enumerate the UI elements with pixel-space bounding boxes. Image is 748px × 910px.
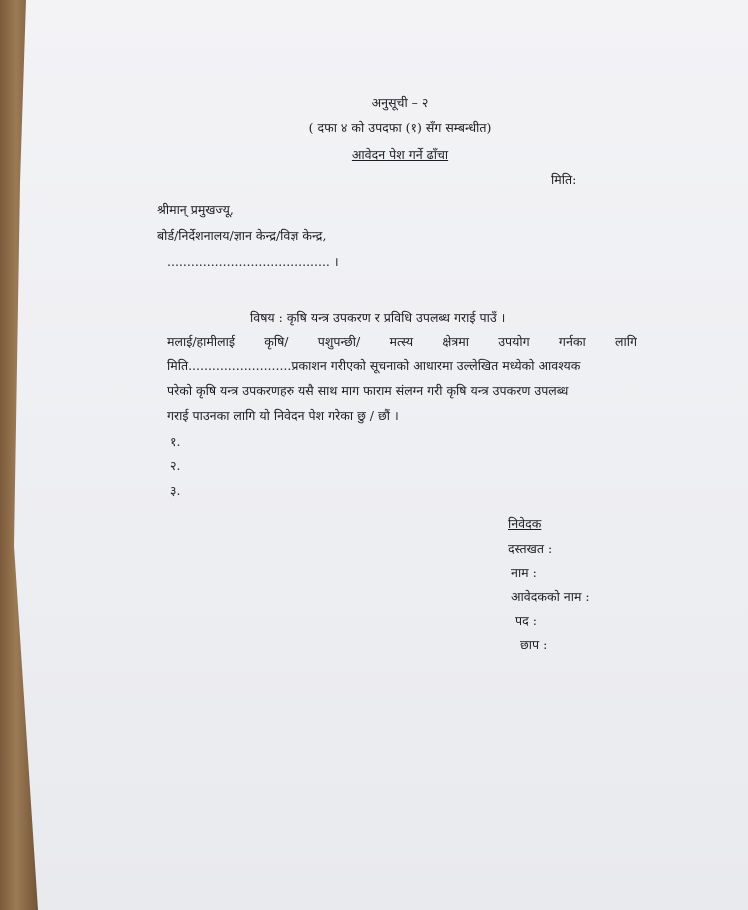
list-item: २. [170,458,181,473]
position-label: पद : [515,613,537,628]
list-item: ३. [170,483,181,498]
name-label: नाम : [511,565,537,580]
subject-line: विषय : कृषि यन्त्र उपकरण र प्रविधि उपलब्ध गराई पाउँ । [250,310,506,325]
applicant-heading: निवेदक [508,516,542,531]
schedule-heading: अनुसूची – २ [371,95,429,110]
paper-sheet [14,0,748,910]
office-blank-line: ......................................... । [167,254,339,269]
stamp-label: छाप : [520,637,548,652]
office-line: बोर्ड/निर्देशनालय/ज्ञान केन्द्र/विज्ञ केन्द्र, [157,228,327,243]
signature-label: दस्तखत : [508,541,553,556]
body-line: परेको कृषि यन्त्र उपकरणहरु यसै साथ माग फाराम संलग्न गरी कृषि यन्त्र उपकरण उपलब्ध [167,383,569,398]
salutation: श्रीमान् प्रमुखज्यू, [157,202,234,217]
body-line: मलाई/हामीलाई कृषि/ पशुपन्छी/ मत्स्य क्षेत्रमा उपयोग गर्नका लागि [167,334,637,349]
body-line: गराई पाउनका लागि यो निवेदन पेश गरेका छु / छौं । [167,408,399,423]
list-item: १. [170,434,181,449]
date-label: मिति: [551,172,577,187]
section-reference: ( दफा ४ को उपदफा (१) सँग सम्बन्धीत) [308,120,492,135]
body-line: मिति..........................प्रकाशन गरीएको सूचनाको आधारमा उल्लेखित मध्येको आवश्यक [167,358,581,373]
form-title: आवेदन पेश गर्ने ढाँचा [351,147,449,162]
applicant-name-label: आवेदकको नाम : [511,589,590,604]
